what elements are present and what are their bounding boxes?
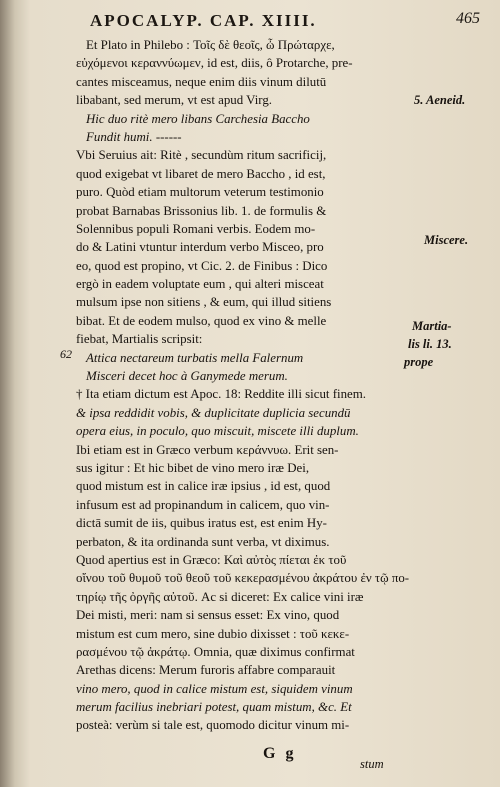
text-line: εὐχόμενοι κεραννύωμεν, id est, diis, ô Protarche, pre-	[76, 56, 353, 71]
text-line: mistum est cum mero, sine dubio dixisset : τοῦ κεκε-	[76, 626, 350, 641]
catchword: stum	[360, 757, 384, 771]
text-line: quod mistum est in calice iræ ipsius , id est, quod	[76, 479, 331, 494]
main-text-block	[76, 36, 418, 735]
margin-note-martialis-2: lis li. 13.	[408, 337, 452, 351]
text-line: cantes misceamus, neque enim diis vinum dilutū	[76, 74, 327, 89]
text-line: sus igitur : Et hic bibet de vino mero iræ Dei,	[76, 460, 310, 475]
signature-mark: G g	[263, 745, 297, 762]
text-line: οἴνου τοῦ θυμοῦ τοῦ θεοῦ τοῦ κεκερασμένου ἀκράτου ἐν τῷ πο-	[76, 571, 410, 586]
page-number: 465	[456, 10, 480, 27]
text-line: probat Barnabas Brissonius lib. 1. de formulis &	[76, 203, 327, 218]
text-line: ergò in eadem voluptate eum , qui alteri misceat	[76, 277, 324, 292]
margin-note-aeneid: 5. Aeneid.	[414, 93, 466, 107]
text-line: do & Latini vtuntur interdum verbo Misceo, pro	[76, 240, 324, 255]
text-line: & ipsa reddidit vobis, & duplicitate duplicia secundū	[76, 405, 351, 420]
text-line: eo, quod est propino, vt Cic. 2. de Finibus : Dico	[76, 258, 328, 273]
text-line: libabant, sed merum, vt est apud Virg.	[76, 93, 273, 108]
text-line: ρασμένου τῷ ἀκράτῳ. Omnia, quæ diximus confirmat	[76, 644, 355, 659]
text-line: Vbi Seruius ait: Ritè , secundùm ritum sacrificij,	[76, 148, 327, 163]
text-line: infusum est ad propinandum in calicem, quo vin-	[76, 497, 330, 512]
text-line: Arethas dicens: Merum furoris affabre comparauit	[76, 663, 336, 678]
text-line: † Ita etiam dictum est Apoc. 18: Reddite illi sicut finem.	[76, 387, 366, 402]
text-line: puro. Quòd etiam multorum veterum testimonio	[76, 185, 324, 200]
text-line: vino mero, quod in calice mistum est, siquidem vinum	[76, 681, 353, 696]
text-line: Attica nectareum turbatis mella Falernum	[86, 350, 304, 365]
text-line: fiebat, Martialis scripsit:	[76, 332, 203, 347]
margin-note-miscere: Miscere.	[424, 233, 469, 247]
header-title: APOCALYP. CAP. XIIII.	[90, 11, 317, 30]
text-line: posteà: verùm si tale est, quomodo dicitur vinum mi-	[76, 718, 350, 733]
section-marker: 62	[60, 347, 72, 361]
text-line: Fundit humi. ------	[86, 129, 182, 144]
text-line: Ibi etiam est in Græco verbum κεράννυω. Erit sen-	[76, 442, 339, 457]
text-line: quod exigebat vt libaret de mero Baccho , id est,	[76, 166, 326, 181]
text-line: perbaton, & ita ordinanda sunt verba, vt diximus.	[76, 534, 330, 549]
text-line: Et Plato in Philebo : Τοῖς δὲ θεοῖς, ὦ Πρώταρχε,	[86, 38, 335, 52]
text-line: Solennibus populi Romani verbis. Eodem mo-	[76, 221, 316, 236]
text-line: opera eius, in poculo, quo miscuit, miscete illi duplum.	[76, 424, 359, 439]
text-line: dictā sumit de iis, quibus iratus est, est enim Hy-	[76, 516, 327, 531]
margin-note-martialis-3: prope	[404, 355, 434, 369]
text-line: Hic duo ritè mero libans Carchesia Baccho	[86, 111, 310, 126]
text-line: Quod apertius est in Græco: Καὶ αὐτὸς πίεται ἐκ τοῦ	[76, 552, 347, 567]
text-line: merum facilius inebriari potest, quam mistum, &c. Et	[76, 700, 352, 715]
text-line: mulsum ipse non sitiens , & eum, qui illud sitiens	[76, 295, 332, 310]
margin-note-martialis-1: Martia-	[412, 319, 452, 333]
text-line: Dei misti, meri: nam si sensus esset: Ex vino, quod	[76, 608, 340, 623]
text-line: bibat. Et de eodem mulso, quod ex vino & melle	[76, 313, 327, 328]
text-line: τηρίῳ τῆς ὀργῆς αὐτοῦ. Ac si diceret: Ex calice vini iræ	[76, 589, 364, 604]
text-line: Misceri decet hoc à Ganymede merum.	[86, 369, 288, 384]
